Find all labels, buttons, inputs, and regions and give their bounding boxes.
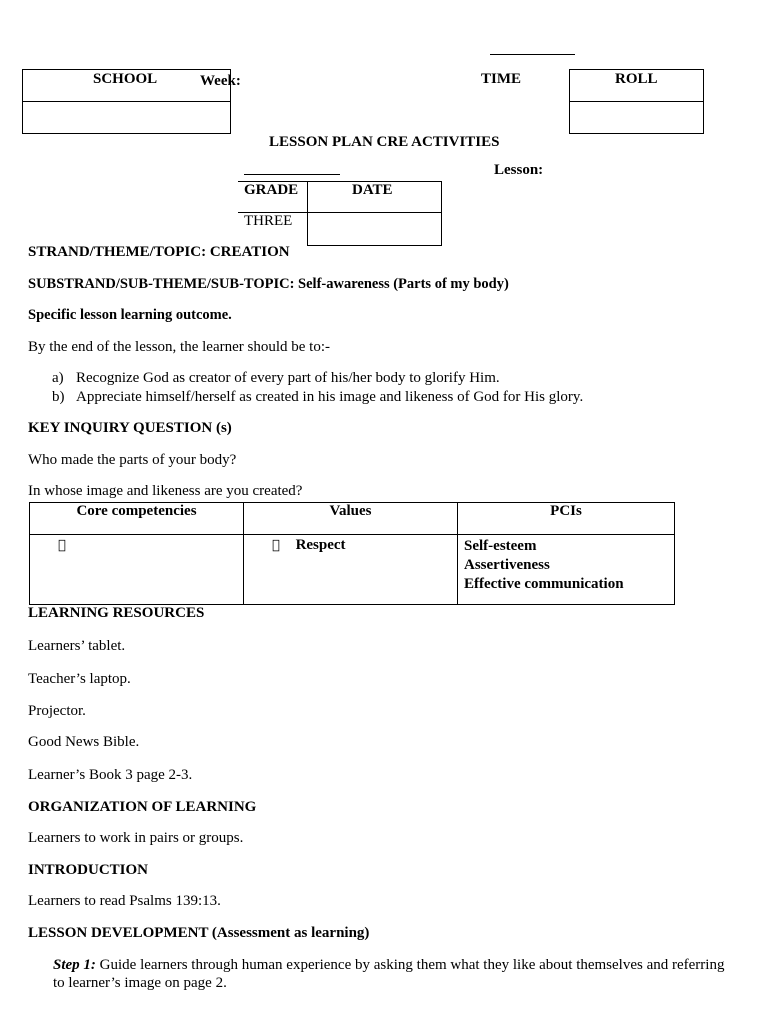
top-rule — [490, 54, 575, 55]
table-header: Values — [244, 503, 458, 535]
grade-table-right — [441, 181, 442, 245]
roll-label: ROLL — [615, 71, 658, 87]
pci-item: Effective communication — [464, 576, 624, 592]
week-label: Week: — [200, 73, 241, 89]
substrand-heading: SUBSTRAND/SUB-THEME/SUB-TOPIC: Self-awareness (Parts of my body) — [28, 276, 509, 292]
date-label: DATE — [352, 182, 393, 198]
resource-item: Teacher’s laptop. — [28, 671, 131, 687]
table-header: PCIs — [458, 503, 675, 535]
organization-text: Learners to work in pairs or groups. — [28, 830, 244, 846]
development-heading: LESSON DEVELOPMENT (Assessment as learning) — [28, 925, 370, 941]
grade-table-divider — [307, 181, 308, 245]
strand-heading: STRAND/THEME/TOPIC: CREATION — [28, 244, 290, 260]
page-title: LESSON PLAN CRE ACTIVITIES — [269, 134, 500, 150]
resources-heading: LEARNING RESOURCES — [28, 605, 205, 621]
introduction-heading: INTRODUCTION — [28, 862, 149, 878]
inquiry-heading: KEY INQUIRY QUESTION (s) — [28, 420, 232, 436]
inquiry-question: Who made the parts of your body? — [28, 452, 237, 468]
inquiry-question: In whose image and likeness are you created? — [28, 483, 303, 499]
pci-item: Self-esteem — [464, 538, 537, 554]
core-competencies-cell — [30, 535, 244, 605]
introduction-text: Learners to read Psalms 139:13. — [28, 893, 221, 909]
resource-item: Good News Bible. — [28, 734, 140, 750]
values-cell — [244, 535, 458, 605]
outcome-marker: b) — [52, 389, 65, 405]
outcome-text: Recognize God as creator of every part of his/her body to glorify Him. — [76, 370, 500, 386]
grade-label: GRADE — [244, 182, 299, 198]
resource-item: Projector. — [28, 703, 86, 719]
resource-item: Learner’s Book 3 page 2-3. — [28, 767, 193, 783]
grade-table-bottom — [307, 245, 442, 246]
pci-item: Assertiveness — [464, 557, 550, 573]
check-icon — [58, 538, 66, 553]
grade-value: THREE — [244, 213, 293, 229]
step-1-text: Guide learners through human experience by asking them what they like about themselves and referring — [95, 957, 725, 973]
outcome-text: Appreciate himself/herself as created in his image and likeness of God for His glory. — [76, 389, 584, 405]
outcome-intro: By the end of the lesson, the learner should be to:- — [28, 339, 331, 355]
table-header: Core competencies — [30, 503, 244, 535]
step-1-label: Step 1: — [53, 957, 96, 973]
competency-table — [29, 502, 675, 605]
step-1 — [53, 956, 753, 992]
organization-heading: ORGANIZATION OF LEARNING — [28, 799, 257, 815]
outcome-heading: Specific lesson learning outcome. — [28, 307, 232, 323]
outcome-item — [52, 370, 500, 387]
time-label: TIME — [481, 71, 522, 87]
school-box-divider — [22, 101, 231, 102]
resource-item: Learners’ tablet. — [28, 638, 126, 654]
values-text: Respect — [284, 537, 334, 553]
pcis-cell — [458, 535, 675, 605]
school-label: SCHOOL — [93, 71, 158, 87]
roll-box-divider — [569, 101, 704, 102]
lesson-label: Lesson: — [494, 162, 544, 178]
check-icon — [272, 538, 280, 553]
outcome-item — [52, 389, 583, 406]
outcome-marker: a) — [52, 370, 64, 386]
step-1-text-cont: to learner’s image on page 2. — [53, 975, 227, 991]
grade-underline — [244, 174, 340, 175]
